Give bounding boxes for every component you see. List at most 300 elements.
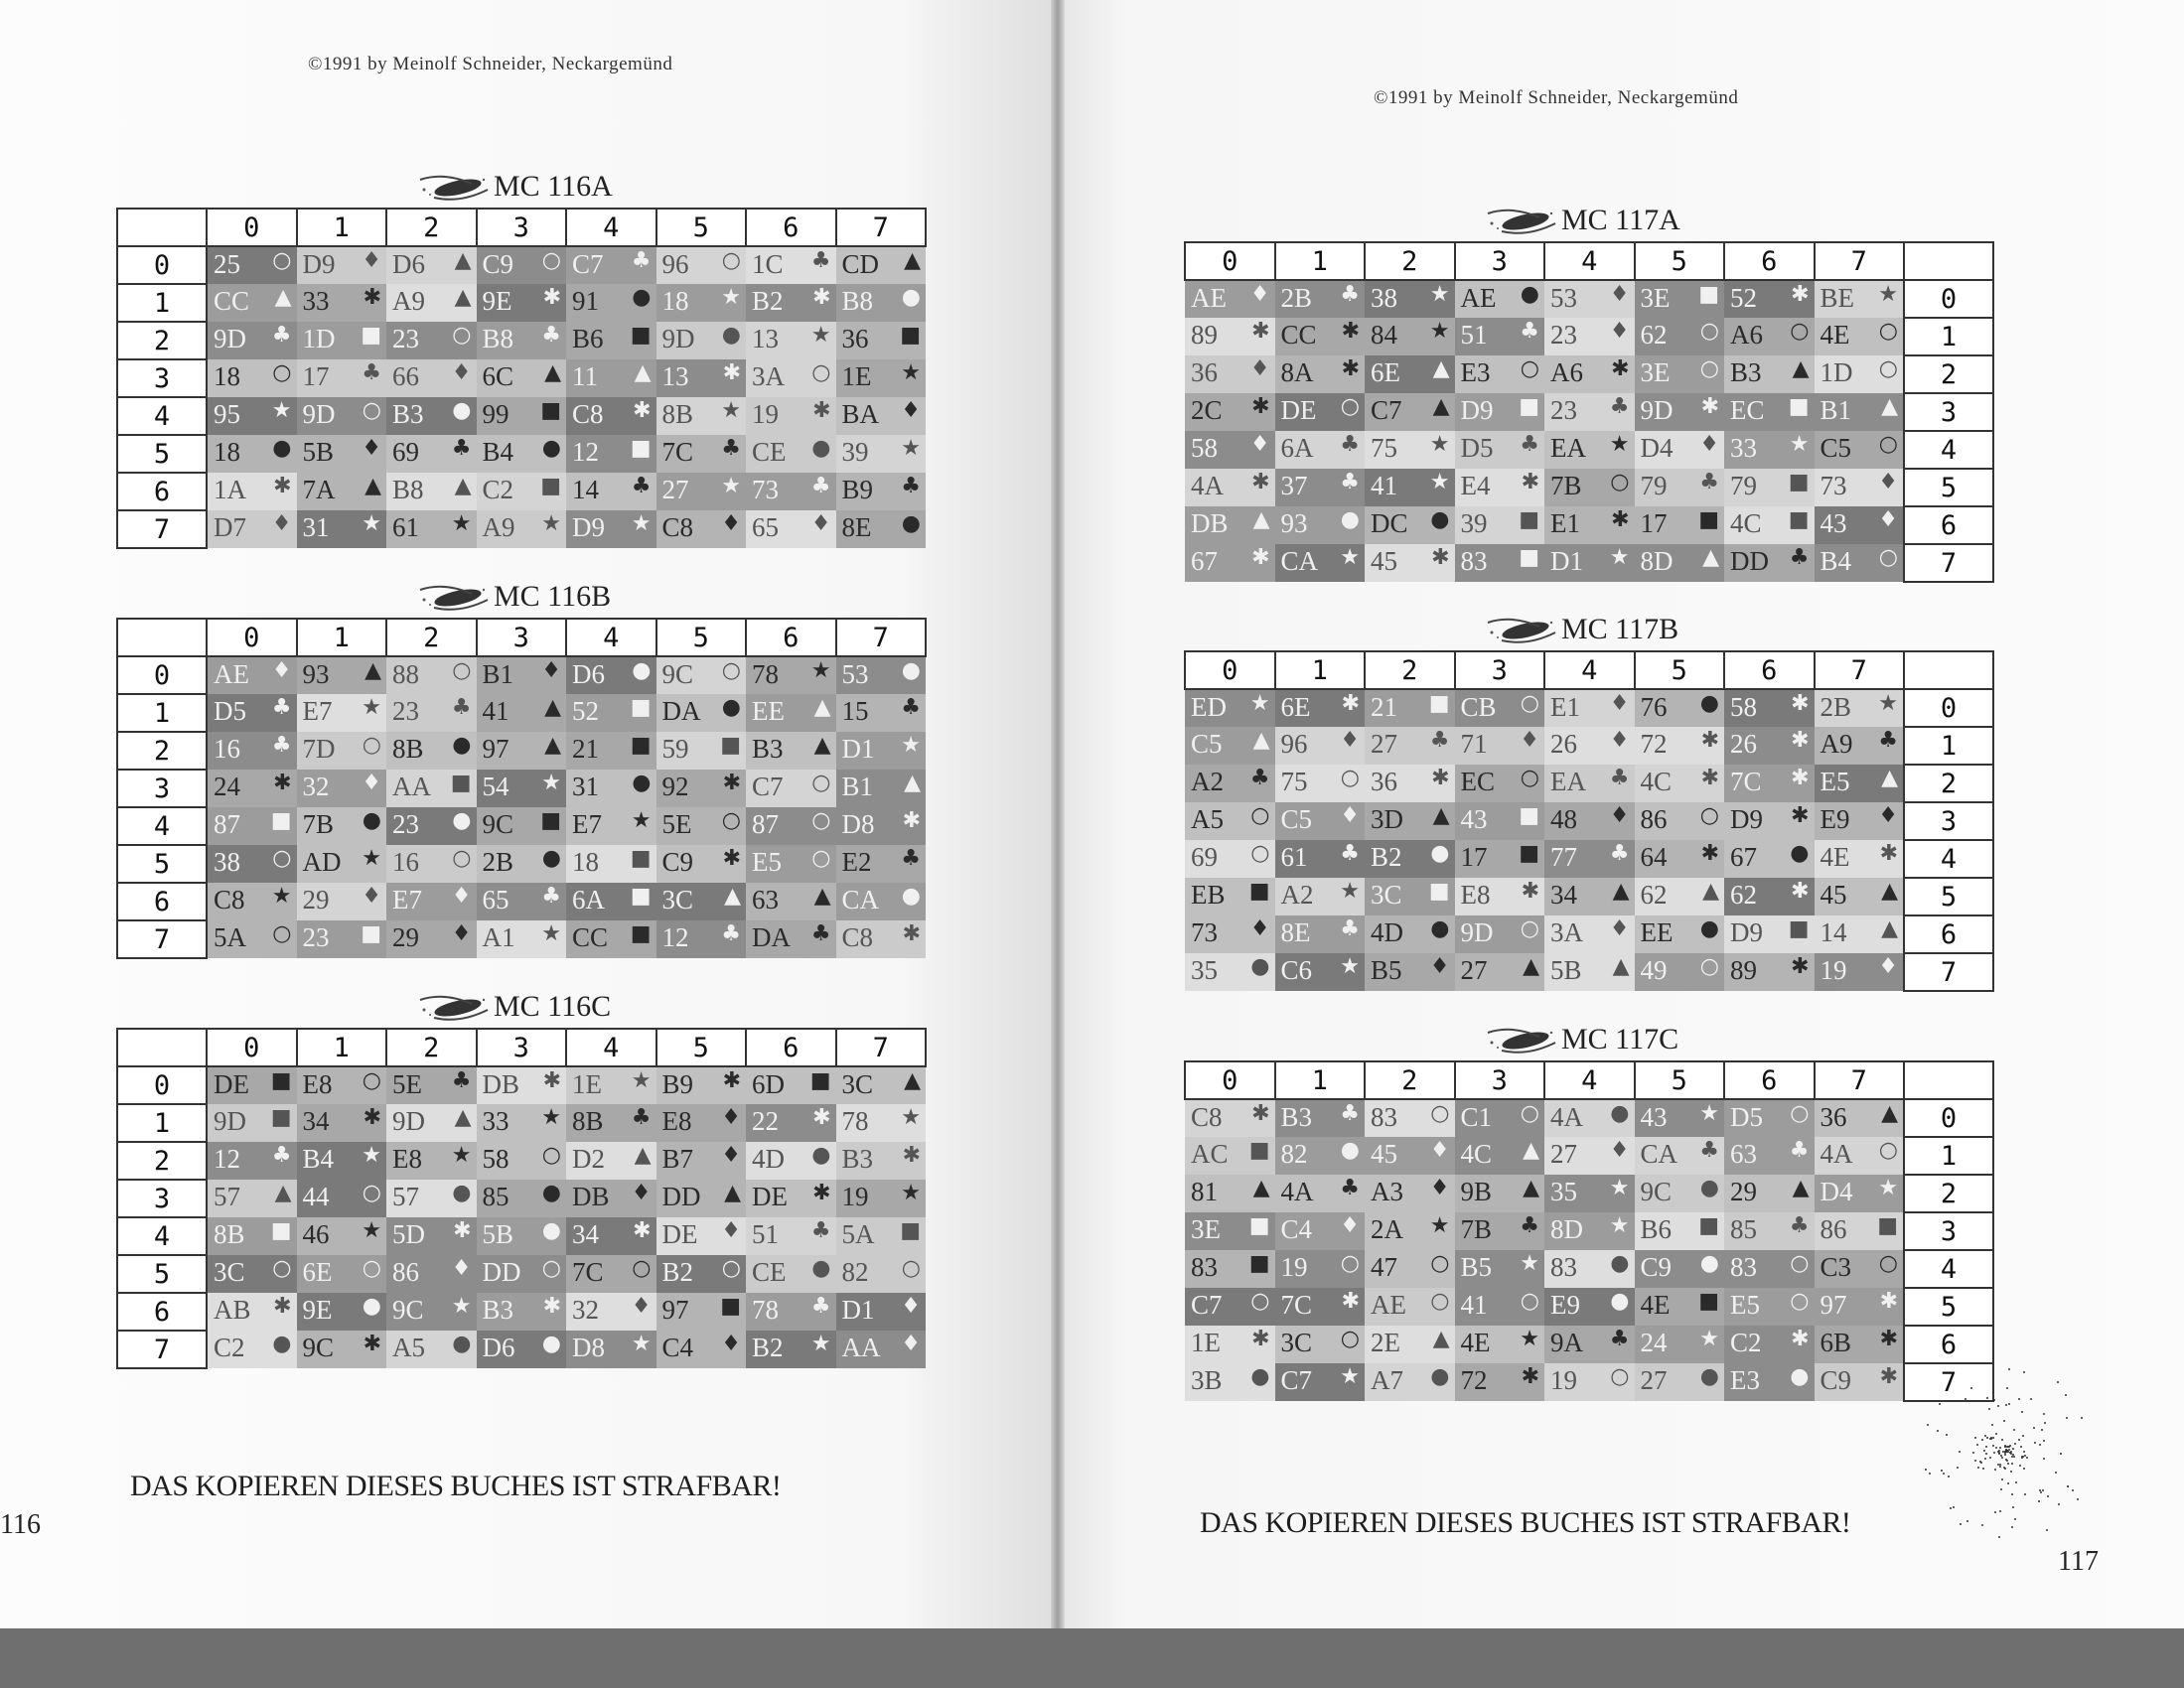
cell-symbol-icon: ♣ bbox=[451, 436, 472, 461]
cell-symbol-icon: ♦ bbox=[1609, 803, 1630, 828]
cell-code: ED bbox=[1191, 692, 1227, 722]
cell-code: 7C bbox=[661, 437, 694, 467]
cell-code: 27 bbox=[1550, 1139, 1577, 1169]
cell-symbol-icon: ✱ bbox=[722, 771, 741, 795]
code-cell bbox=[836, 920, 927, 958]
code-cell bbox=[1544, 280, 1635, 318]
cell-symbol-icon: ■ bbox=[1248, 1213, 1270, 1238]
code-cell bbox=[1185, 469, 1275, 506]
cell-code: 53 bbox=[841, 659, 869, 689]
column-header: 4 bbox=[1544, 242, 1635, 280]
cell-code: B3 bbox=[752, 734, 784, 764]
code-cell bbox=[1724, 1099, 1815, 1137]
cell-code: 3A bbox=[752, 361, 785, 391]
cell-code: 73 bbox=[752, 475, 779, 504]
cell-code: CB bbox=[1460, 692, 1497, 722]
cell-code: 6A bbox=[572, 885, 605, 914]
table-row bbox=[1185, 689, 1993, 727]
column-header: 6 bbox=[1724, 1061, 1815, 1099]
code-cell bbox=[207, 510, 297, 548]
cell-code: DD bbox=[482, 1257, 521, 1287]
cell-code: 15 bbox=[841, 696, 869, 726]
cell-code: 32 bbox=[572, 1295, 599, 1325]
cell-symbol-icon: ★ bbox=[1699, 1327, 1719, 1351]
cell-symbol-icon: ★ bbox=[1340, 954, 1360, 979]
cell-symbol-icon: ✱ bbox=[1611, 507, 1630, 532]
mc116a-title bbox=[414, 166, 613, 204]
code-cell bbox=[656, 883, 747, 920]
table-row bbox=[1185, 318, 1993, 355]
cell-symbol-icon: ● bbox=[901, 658, 921, 683]
cell-code: 27 bbox=[661, 475, 689, 504]
cell-symbol-icon: ■ bbox=[1248, 1251, 1270, 1276]
cell-symbol-icon: ● bbox=[632, 285, 652, 310]
cell-code: 17 bbox=[1460, 842, 1488, 872]
cell-code: 99 bbox=[482, 399, 510, 429]
galaxy-logo-icon bbox=[414, 170, 492, 204]
code-cell bbox=[1635, 1212, 1725, 1250]
cell-symbol-icon: ✱ bbox=[633, 1218, 652, 1243]
speckle-dot bbox=[2013, 1429, 2015, 1431]
code-cell bbox=[656, 435, 747, 473]
cell-symbol-icon: ● bbox=[1250, 954, 1270, 979]
cell-symbol-icon: ● bbox=[1250, 1364, 1270, 1389]
column-header: 6 bbox=[746, 619, 836, 656]
cell-code: 7C bbox=[1730, 767, 1762, 796]
cell-symbol-icon: ✱ bbox=[273, 1294, 292, 1319]
code-cell bbox=[1455, 689, 1545, 727]
cell-code: CA bbox=[841, 885, 880, 914]
code-cell bbox=[1544, 840, 1635, 878]
code-cell bbox=[1455, 318, 1545, 355]
cell-symbol-icon: ■ bbox=[1698, 282, 1719, 307]
cell-symbol-icon: ♦ bbox=[362, 771, 381, 795]
cell-code: D6 bbox=[572, 659, 605, 689]
speckle-dot bbox=[2038, 1500, 2040, 1502]
cell-symbol-icon: ○ bbox=[1878, 1251, 1898, 1276]
cell-code: 19 bbox=[841, 1182, 869, 1211]
cell-code: 31 bbox=[302, 512, 330, 542]
code-cell bbox=[1815, 953, 1905, 991]
code-cell bbox=[477, 1217, 567, 1255]
mc116c-table bbox=[116, 1028, 927, 1369]
cell-symbol-icon: ♦ bbox=[721, 1332, 741, 1356]
cell-code: 76 bbox=[1640, 692, 1668, 722]
cell-code: C8 bbox=[572, 399, 604, 429]
cell-code: 45 bbox=[1820, 880, 1847, 910]
cell-symbol-icon: ♦ bbox=[271, 511, 292, 536]
code-cell bbox=[1724, 689, 1815, 727]
row-header: 3 bbox=[1904, 393, 1993, 431]
cell-code: DB bbox=[572, 1182, 610, 1211]
cell-code: A9 bbox=[1820, 729, 1853, 759]
code-cell bbox=[207, 246, 297, 284]
cell-code: 62 bbox=[1640, 880, 1668, 910]
cell-code: 11 bbox=[572, 361, 598, 391]
speckle-dot bbox=[1994, 1511, 1996, 1513]
cell-code: CA bbox=[1640, 1139, 1678, 1169]
cell-symbol-icon: ● bbox=[1340, 1138, 1360, 1163]
code-cell bbox=[477, 1180, 567, 1217]
code-cell bbox=[477, 246, 567, 284]
cell-symbol-icon: ▲ bbox=[1523, 954, 1539, 979]
cell-symbol-icon: ■ bbox=[540, 808, 561, 833]
cell-symbol-icon: ♦ bbox=[721, 511, 741, 536]
speckle-dot bbox=[1970, 1387, 1972, 1389]
cell-symbol-icon: ★ bbox=[631, 1068, 652, 1093]
cell-symbol-icon: ✱ bbox=[722, 1068, 741, 1093]
table-row bbox=[1185, 280, 1993, 318]
code-cell bbox=[1275, 915, 1366, 953]
cell-symbol-icon: ▲ bbox=[364, 658, 381, 683]
code-cell bbox=[836, 1293, 927, 1331]
code-cell bbox=[1185, 1326, 1275, 1363]
code-cell bbox=[746, 770, 836, 807]
cell-code: 93 bbox=[302, 659, 330, 689]
page-number-left: 116 bbox=[0, 1509, 41, 1540]
code-cell bbox=[1455, 280, 1545, 318]
cell-code: 78 bbox=[841, 1106, 869, 1136]
code-cell bbox=[1365, 1212, 1455, 1250]
row-header: 0 bbox=[117, 656, 207, 694]
code-cell bbox=[1635, 878, 1725, 915]
code-cell bbox=[1724, 1363, 1815, 1401]
row-header: 1 bbox=[117, 284, 207, 322]
cell-code: D1 bbox=[841, 734, 875, 764]
table-row bbox=[1185, 765, 1993, 802]
code-cell bbox=[656, 1180, 747, 1217]
mc116b-title bbox=[414, 576, 611, 614]
code-cell bbox=[1455, 1099, 1545, 1137]
cell-code: 3E bbox=[1640, 283, 1671, 313]
code-cell bbox=[1185, 1175, 1275, 1212]
cell-code: 19 bbox=[752, 399, 779, 429]
corner-cell bbox=[1904, 242, 1993, 280]
cell-symbol-icon: ♣ bbox=[1878, 728, 1898, 753]
column-header: 3 bbox=[477, 1029, 567, 1066]
table-row bbox=[117, 1180, 926, 1217]
cell-code: 8D bbox=[1640, 546, 1674, 576]
cell-code: 6E bbox=[302, 1257, 333, 1287]
code-cell bbox=[386, 284, 477, 322]
cell-symbol-icon: ✱ bbox=[273, 771, 292, 795]
code-cell bbox=[207, 397, 297, 435]
cell-symbol-icon: ○ bbox=[272, 1256, 292, 1281]
row-header: 5 bbox=[117, 1255, 207, 1293]
cell-symbol-icon: ♣ bbox=[810, 921, 831, 946]
header-row bbox=[1185, 1061, 1993, 1099]
cell-symbol-icon: ■ bbox=[630, 695, 652, 720]
column-header: 6 bbox=[746, 209, 836, 246]
code-cell bbox=[297, 473, 387, 510]
cell-symbol-icon: ✱ bbox=[1341, 691, 1360, 716]
code-cell bbox=[1544, 506, 1635, 544]
cell-code: 8D bbox=[1550, 1214, 1583, 1244]
code-cell bbox=[746, 1066, 836, 1104]
cell-code: 31 bbox=[572, 772, 599, 801]
table-row bbox=[117, 473, 926, 510]
cell-symbol-icon: ○ bbox=[721, 248, 741, 273]
code-cell bbox=[477, 359, 567, 397]
speckle-dot bbox=[2077, 1498, 2079, 1500]
galaxy-logo-icon bbox=[1482, 204, 1559, 237]
code-cell bbox=[1815, 506, 1905, 544]
cell-code: C4 bbox=[1280, 1214, 1313, 1244]
speckle-dot bbox=[2039, 1444, 2041, 1446]
cell-code: C2 bbox=[214, 1333, 245, 1362]
code-cell bbox=[1544, 1137, 1635, 1175]
cell-symbol-icon: ★ bbox=[901, 1105, 921, 1130]
cell-code: 41 bbox=[482, 696, 510, 726]
cell-code: AE bbox=[1371, 1290, 1406, 1320]
speckle-dot bbox=[2020, 1446, 2022, 1448]
cell-symbol-icon: ○ bbox=[1790, 1101, 1810, 1126]
speckle-dot bbox=[1999, 1464, 2001, 1466]
code-cell bbox=[1275, 765, 1366, 802]
cell-code: 63 bbox=[752, 885, 779, 914]
cell-symbol-icon: ★ bbox=[451, 511, 472, 536]
code-cell bbox=[297, 694, 387, 732]
speckle-dot bbox=[1937, 1430, 1939, 1432]
code-cell bbox=[1544, 393, 1635, 431]
cell-code: B3 bbox=[392, 399, 424, 429]
cell-code: E8 bbox=[302, 1069, 333, 1099]
speckle-dot bbox=[2023, 1468, 2025, 1470]
speckle-dot bbox=[1988, 1408, 1990, 1410]
mc116c-title-text: MC 116C bbox=[494, 990, 612, 1023]
column-header: 6 bbox=[1724, 242, 1815, 280]
speckle-dot bbox=[2026, 1457, 2028, 1459]
row-header: 6 bbox=[117, 883, 207, 920]
mc117b-table bbox=[1184, 650, 1994, 992]
cell-code: C5 bbox=[1820, 433, 1852, 463]
cell-symbol-icon: ■ bbox=[270, 1068, 292, 1093]
code-cell bbox=[1724, 915, 1815, 953]
cell-code: D8 bbox=[841, 809, 875, 839]
code-cell bbox=[656, 770, 747, 807]
cell-symbol-icon: ● bbox=[1790, 1364, 1810, 1389]
cell-code: 53 bbox=[1550, 283, 1577, 313]
cell-code: 38 bbox=[1371, 283, 1397, 313]
column-header: 0 bbox=[1185, 242, 1275, 280]
code-cell bbox=[207, 920, 297, 958]
cell-code: 4A bbox=[1820, 1139, 1853, 1169]
speckle-dot bbox=[1986, 1397, 1988, 1399]
row-header: 4 bbox=[117, 397, 207, 435]
speckle-dot bbox=[2011, 1526, 2013, 1528]
cell-code: 6A bbox=[1280, 433, 1314, 463]
cell-symbol-icon: ★ bbox=[541, 1105, 561, 1130]
cell-symbol-icon: ♣ bbox=[1520, 1213, 1539, 1238]
code-cell bbox=[836, 1217, 927, 1255]
cell-symbol-icon: ✱ bbox=[1700, 766, 1719, 790]
speckle-dot bbox=[2024, 1493, 2026, 1495]
code-cell bbox=[386, 1104, 477, 1142]
code-cell bbox=[1455, 1326, 1545, 1363]
code-cell bbox=[836, 284, 927, 322]
copy-warning-right: DAS KOPIEREN DIESES BUCHES IST STRAFBAR! bbox=[1200, 1506, 1851, 1539]
cell-code: 5B bbox=[302, 437, 335, 467]
cell-code: EE bbox=[752, 696, 785, 726]
cell-code: EC bbox=[1460, 767, 1496, 796]
code-cell bbox=[477, 656, 567, 694]
cell-code: 97 bbox=[1820, 1290, 1847, 1320]
code-cell bbox=[656, 1255, 747, 1293]
cell-code: 19 bbox=[1550, 1365, 1577, 1395]
code-cell bbox=[1544, 765, 1635, 802]
code-cell bbox=[1635, 953, 1725, 991]
code-cell bbox=[1815, 1175, 1905, 1212]
cell-code: AA bbox=[841, 1333, 881, 1362]
code-cell bbox=[1365, 1099, 1455, 1137]
cell-symbol-icon: ● bbox=[1430, 1364, 1450, 1389]
cell-code: AD bbox=[302, 847, 342, 877]
code-cell bbox=[1455, 393, 1545, 431]
code-cell bbox=[207, 807, 297, 845]
cell-symbol-icon: ■ bbox=[630, 436, 652, 461]
code-cell bbox=[566, 920, 656, 958]
table-row bbox=[117, 1066, 926, 1104]
cell-code: 1D bbox=[1820, 357, 1853, 387]
column-header: 2 bbox=[1365, 1061, 1455, 1099]
cell-symbol-icon: ♦ bbox=[631, 1294, 652, 1319]
cell-symbol-icon: ♣ bbox=[1340, 841, 1360, 866]
cell-code: 3C bbox=[214, 1257, 245, 1287]
table-row bbox=[1185, 1212, 1993, 1250]
code-cell bbox=[1815, 802, 1905, 840]
cell-code: 49 bbox=[1640, 955, 1668, 985]
code-cell bbox=[836, 1331, 927, 1368]
cell-symbol-icon: ★ bbox=[362, 846, 381, 871]
table-row bbox=[117, 284, 926, 322]
code-cell bbox=[477, 1255, 567, 1293]
row-header: 4 bbox=[1904, 1250, 1993, 1288]
code-cell bbox=[1544, 355, 1635, 393]
cell-symbol-icon: ○ bbox=[811, 771, 831, 795]
cell-code: 9D bbox=[302, 399, 336, 429]
code-cell bbox=[207, 359, 297, 397]
cell-code: 18 bbox=[214, 361, 240, 391]
cell-symbol-icon: ♣ bbox=[451, 695, 472, 720]
cell-symbol-icon: ✱ bbox=[1251, 319, 1270, 344]
cell-symbol-icon: ♦ bbox=[1340, 1213, 1360, 1238]
code-cell bbox=[477, 732, 567, 770]
code-cell bbox=[746, 1293, 836, 1331]
row-header: 2 bbox=[1904, 355, 1993, 393]
table-row bbox=[117, 1255, 926, 1293]
cell-code: 23 bbox=[1550, 320, 1577, 350]
cell-symbol-icon: ○ bbox=[1250, 841, 1270, 866]
code-cell bbox=[1544, 1212, 1635, 1250]
code-cell bbox=[1815, 469, 1905, 506]
code-cell bbox=[1544, 431, 1635, 469]
row-header: 2 bbox=[117, 1142, 207, 1180]
cell-symbol-icon: ♦ bbox=[1249, 432, 1270, 457]
cell-symbol-icon: ● bbox=[1699, 1364, 1719, 1389]
cell-symbol-icon: ✱ bbox=[1251, 1101, 1270, 1126]
code-cell bbox=[386, 435, 477, 473]
cell-symbol-icon: ♦ bbox=[451, 360, 472, 385]
cell-symbol-icon: ♣ bbox=[1340, 1176, 1360, 1200]
code-cell bbox=[1365, 1250, 1455, 1288]
cell-code: DD bbox=[1730, 546, 1769, 576]
cell-code: D1 bbox=[841, 1295, 875, 1325]
cell-symbol-icon: ★ bbox=[271, 884, 292, 909]
cell-code: 39 bbox=[1460, 508, 1488, 538]
cell-symbol-icon: ✱ bbox=[1879, 1364, 1898, 1389]
cell-code: C8 bbox=[214, 885, 245, 914]
cell-symbol-icon: ● bbox=[811, 1143, 831, 1168]
speckle-dot bbox=[1998, 1536, 2000, 1538]
cell-symbol-icon: ♦ bbox=[810, 511, 831, 536]
cell-symbol-icon: ♣ bbox=[271, 733, 292, 758]
cell-code: 9C bbox=[302, 1333, 335, 1362]
cell-symbol-icon: ★ bbox=[1340, 879, 1360, 904]
code-cell bbox=[1365, 1288, 1455, 1326]
cell-symbol-icon: ● bbox=[452, 398, 472, 423]
column-header: 1 bbox=[1275, 242, 1366, 280]
cell-symbol-icon: ■ bbox=[1877, 1213, 1898, 1238]
cell-code: 89 bbox=[1730, 955, 1757, 985]
code-cell bbox=[1185, 727, 1275, 765]
table-row bbox=[117, 1331, 926, 1368]
cell-symbol-icon: ♣ bbox=[541, 323, 561, 348]
code-cell bbox=[656, 322, 747, 359]
cell-symbol-icon: ♣ bbox=[271, 323, 292, 348]
code-cell bbox=[1635, 393, 1725, 431]
cell-symbol-icon: ■ bbox=[1788, 507, 1810, 532]
cell-symbol-icon: ★ bbox=[362, 1218, 381, 1243]
code-cell bbox=[566, 359, 656, 397]
table-row bbox=[1185, 393, 1993, 431]
code-cell bbox=[1185, 1212, 1275, 1250]
cell-code: C8 bbox=[1191, 1102, 1223, 1132]
cell-symbol-icon: ★ bbox=[901, 360, 921, 385]
cell-code: E2 bbox=[841, 847, 872, 877]
cell-code: 62 bbox=[1730, 880, 1757, 910]
cell-symbol-icon: ✱ bbox=[273, 474, 292, 498]
cell-code: A5 bbox=[392, 1333, 425, 1362]
code-cell bbox=[297, 322, 387, 359]
code-cell bbox=[1185, 280, 1275, 318]
cell-code: 3C bbox=[841, 1069, 874, 1099]
cell-symbol-icon: ✱ bbox=[812, 285, 831, 310]
cell-code: 72 bbox=[1640, 729, 1668, 759]
cell-symbol-icon: ○ bbox=[541, 1143, 561, 1168]
cell-symbol-icon: ♦ bbox=[1878, 803, 1898, 828]
speckle-dot bbox=[2055, 1472, 2057, 1474]
code-cell bbox=[297, 246, 387, 284]
cell-symbol-icon: ▲ bbox=[813, 695, 831, 720]
cell-symbol-icon: ○ bbox=[362, 398, 381, 423]
code-cell bbox=[836, 397, 927, 435]
cell-code: 86 bbox=[1820, 1214, 1847, 1244]
code-cell bbox=[1185, 355, 1275, 393]
cell-symbol-icon: ▲ bbox=[813, 733, 831, 758]
cell-code: E7 bbox=[392, 885, 422, 914]
code-cell bbox=[1455, 355, 1545, 393]
speckle-dot bbox=[2004, 1445, 2006, 1447]
code-cell bbox=[1455, 1175, 1545, 1212]
row-header: 1 bbox=[1904, 1137, 1993, 1175]
cell-code: 4A bbox=[1280, 1177, 1314, 1206]
code-cell bbox=[656, 246, 747, 284]
code-cell bbox=[1544, 953, 1635, 991]
cell-code: A6 bbox=[1730, 320, 1763, 350]
cell-symbol-icon: ✱ bbox=[722, 360, 741, 385]
cell-symbol-icon: ★ bbox=[810, 323, 831, 348]
cell-code: 9B bbox=[1460, 1177, 1493, 1206]
